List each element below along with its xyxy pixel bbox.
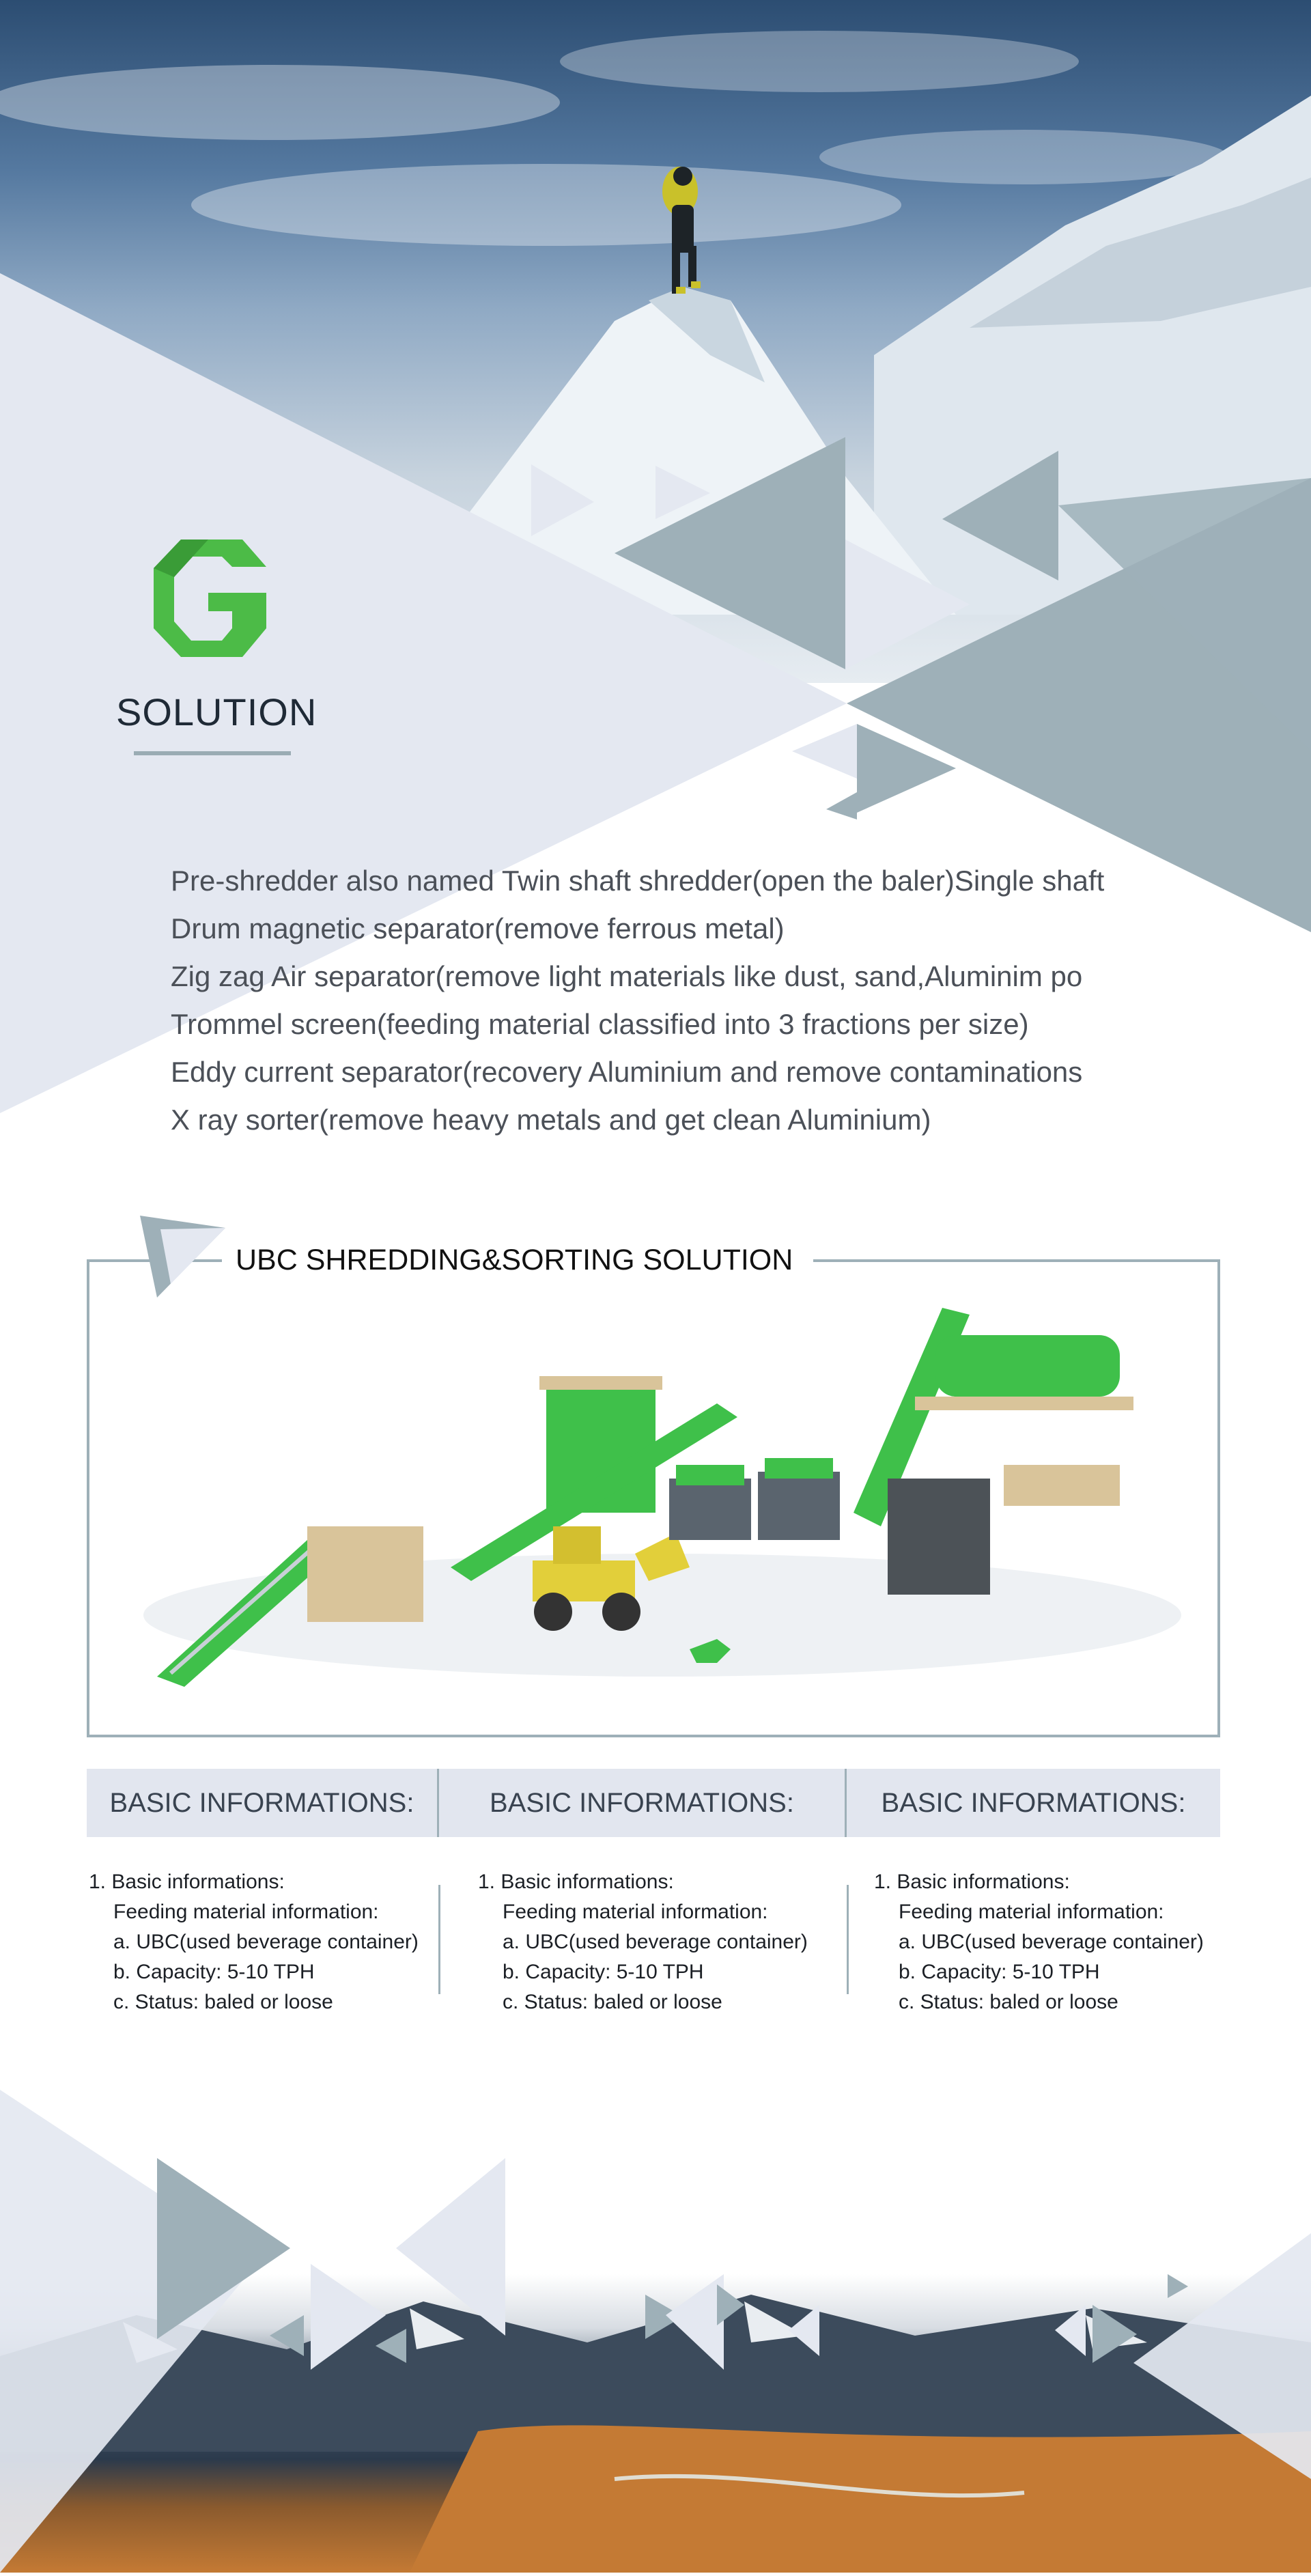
info-line: b. Capacity: 5-10 TPH — [113, 1961, 315, 1983]
info-line: c. Status: baled or loose — [503, 1991, 722, 2013]
triangle-decor — [376, 2329, 406, 2363]
column-divider — [847, 1885, 849, 1994]
info-line: c. Status: baled or loose — [113, 1991, 333, 2013]
right-gray-panel — [0, 0, 1311, 956]
info-line: a. UBC(used beverage container) — [113, 1931, 419, 1953]
info-line: a. UBC(used beverage container) — [503, 1931, 808, 1953]
triangle-decor — [615, 437, 845, 669]
triangle-decor — [717, 2284, 744, 2325]
info-line: 1. Basic informations: — [89, 1871, 285, 1893]
info-line: Feeding material information: — [503, 1901, 768, 1923]
info-line: a. UBC(used beverage container) — [899, 1931, 1204, 1953]
info-column — [478, 1867, 833, 2017]
process-step: X ray sorter(remove heavy metals and get clean Aluminium) — [171, 1104, 931, 1136]
triangle-decor — [1168, 2274, 1188, 2298]
triangle-decor — [789, 2305, 819, 2356]
info-line: c. Status: baled or loose — [899, 1991, 1118, 2013]
triangle-decor — [531, 464, 594, 536]
solution-title: SOLUTION — [116, 690, 318, 733]
info-line: b. Capacity: 5-10 TPH — [503, 1961, 704, 1983]
process-step: Pre-shredder also named Twin shaft shredder(open the baler)Single shaft — [171, 865, 1105, 897]
triangle-decor — [1055, 2305, 1086, 2356]
info-column — [874, 1867, 1229, 2017]
triangle-decor — [311, 2264, 386, 2370]
info-header-row — [87, 1769, 1220, 1837]
info-header: BASIC INFORMATIONS: — [881, 1788, 1186, 1818]
triangle-decor — [845, 540, 970, 669]
triangle-decor — [133, 1209, 236, 1304]
info-line: 1. Basic informations: — [874, 1871, 1070, 1893]
ubc-section-title: UBC SHREDDING&SORTING SOLUTION — [236, 1244, 793, 1276]
info-line: Feeding material information: — [899, 1901, 1164, 1923]
process-step: Eddy current separator(recovery Aluminium and remove contaminations — [171, 1056, 1083, 1088]
triangle-decor — [1092, 2305, 1137, 2363]
column-divider — [438, 1885, 440, 1994]
g-logo-icon — [154, 540, 270, 659]
info-header: BASIC INFORMATIONS: — [490, 1788, 794, 1818]
info-line: 1. Basic informations: — [478, 1871, 674, 1893]
triangle-decor — [396, 2158, 505, 2336]
info-line: Feeding material information: — [113, 1901, 379, 1923]
triangle-decor — [157, 2158, 290, 2339]
shredding-plant-illustration — [130, 1294, 1195, 1690]
process-steps-list — [171, 857, 1195, 1144]
ubc-title-wrap — [222, 1240, 813, 1280]
triangle-decor — [942, 451, 1058, 580]
info-header: BASIC INFORMATIONS: — [109, 1788, 414, 1818]
triangle-decor — [792, 724, 857, 779]
process-step: Drum magnetic separator(remove ferrous metal) — [171, 912, 785, 944]
bottom-decor — [0, 2069, 1311, 2573]
info-column — [89, 1867, 444, 2017]
triangle-decor — [270, 2315, 304, 2356]
process-step: Zig zag Air separator(remove light materials like dust, sand,Aluminim po — [171, 960, 1083, 992]
triangle-decor — [826, 792, 857, 820]
info-line: b. Capacity: 5-10 TPH — [899, 1961, 1100, 1983]
title-underline — [134, 751, 291, 755]
process-step: Trommel screen(feeding material classified into 3 fractions per size) — [171, 1008, 1029, 1040]
triangle-decor — [666, 2274, 724, 2370]
